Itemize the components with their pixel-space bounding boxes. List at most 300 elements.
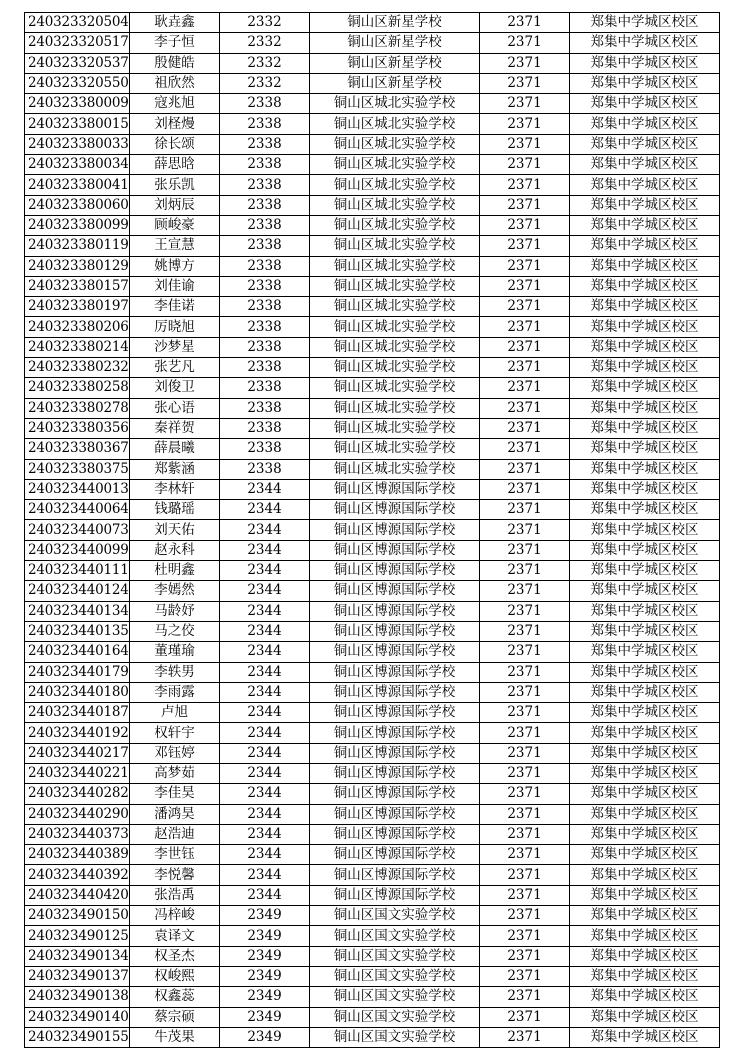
cell-student-name: 李佳诺 [130,297,220,317]
cell-target-school: 郑集中学城区校区 [570,479,720,499]
table-row [25,540,720,560]
cell-exam-id: 240323380375 [25,459,130,479]
cell-target-code: 2371 [480,236,570,256]
cell-target-code: 2371 [480,378,570,398]
table-row [25,682,720,702]
cell-school-name: 铜山区城北实验学校 [310,418,480,438]
cell-target-code: 2371 [480,865,570,885]
cell-exam-id: 240323440164 [25,642,130,662]
table-row [25,621,720,641]
cell-target-code: 2371 [480,155,570,175]
cell-school-code: 2338 [220,398,310,418]
cell-school-name: 铜山区国文实验学校 [310,926,480,946]
cell-student-name: 李雨露 [130,682,220,702]
cell-target-code: 2371 [480,439,570,459]
cell-school-name: 铜山区博源国际学校 [310,824,480,844]
table-row [25,946,720,966]
cell-school-code: 2344 [220,865,310,885]
cell-target-school: 郑集中学城区校区 [570,276,720,296]
cell-exam-id: 240323380278 [25,398,130,418]
cell-target-school: 郑集中学城区校区 [570,155,720,175]
table-body [25,13,720,1048]
cell-school-code: 2349 [220,987,310,1007]
cell-student-name: 厉晓旭 [130,317,220,337]
cell-school-code: 2344 [220,885,310,905]
cell-student-name: 蔡宗硕 [130,1007,220,1027]
cell-school-code: 2349 [220,906,310,926]
cell-student-name: 高梦茹 [130,763,220,783]
cell-school-code: 2338 [220,236,310,256]
cell-student-name: 赵永科 [130,540,220,560]
cell-exam-id: 240323490134 [25,946,130,966]
cell-target-code: 2371 [480,804,570,824]
cell-school-name: 铜山区新星学校 [310,53,480,73]
cell-school-name: 铜山区城北实验学校 [310,256,480,276]
cell-exam-id: 240323380206 [25,317,130,337]
cell-target-school: 郑集中学城区校区 [570,723,720,743]
cell-student-name: 姚博方 [130,256,220,276]
cell-school-code: 2344 [220,479,310,499]
cell-student-name: 祖欣然 [130,73,220,93]
table-row [25,561,720,581]
cell-school-name: 铜山区新星学校 [310,33,480,53]
cell-school-code: 2338 [220,114,310,134]
cell-student-name: 寇兆旭 [130,94,220,114]
cell-school-name: 铜山区城北实验学校 [310,378,480,398]
cell-school-name: 铜山区博源国际学校 [310,621,480,641]
cell-student-name: 李子恒 [130,33,220,53]
cell-school-name: 铜山区博源国际学校 [310,682,480,702]
cell-student-name: 权鑫蕊 [130,987,220,1007]
table-row [25,155,720,175]
cell-target-school: 郑集中学城区校区 [570,33,720,53]
table-row [25,581,720,601]
cell-student-name: 张心语 [130,398,220,418]
cell-school-code: 2344 [220,784,310,804]
cell-target-code: 2371 [480,621,570,641]
cell-school-code: 2349 [220,926,310,946]
table-row [25,53,720,73]
cell-school-name: 铜山区博源国际学校 [310,540,480,560]
cell-school-code: 2338 [220,378,310,398]
cell-school-name: 铜山区博源国际学校 [310,703,480,723]
cell-exam-id: 240323440099 [25,540,130,560]
cell-exam-id: 240323440179 [25,662,130,682]
student-list-table [24,12,720,1048]
table-row [25,906,720,926]
cell-student-name: 张浩禹 [130,885,220,905]
cell-target-school: 郑集中学城区校区 [570,398,720,418]
table-row [25,236,720,256]
cell-target-school: 郑集中学城区校区 [570,459,720,479]
cell-school-name: 铜山区城北实验学校 [310,94,480,114]
cell-target-school: 郑集中学城区校区 [570,53,720,73]
cell-target-school: 郑集中学城区校区 [570,1027,720,1047]
cell-student-name: 刘炳辰 [130,195,220,215]
table-row [25,94,720,114]
cell-exam-id: 240323380060 [25,195,130,215]
cell-student-name: 刘佳谕 [130,276,220,296]
cell-target-code: 2371 [480,317,570,337]
cell-school-code: 2332 [220,13,310,33]
cell-target-code: 2371 [480,1027,570,1047]
cell-target-school: 郑集中学城区校区 [570,1007,720,1027]
table-row [25,642,720,662]
cell-school-name: 铜山区城北实验学校 [310,114,480,134]
table-row [25,317,720,337]
cell-school-name: 铜山区博源国际学校 [310,784,480,804]
cell-target-code: 2371 [480,134,570,154]
cell-target-school: 郑集中学城区校区 [570,378,720,398]
cell-school-code: 2344 [220,621,310,641]
cell-target-code: 2371 [480,195,570,215]
cell-exam-id: 240323440064 [25,500,130,520]
cell-school-name: 铜山区国文实验学校 [310,946,480,966]
cell-target-school: 郑集中学城区校区 [570,987,720,1007]
cell-student-name: 李悦馨 [130,865,220,885]
cell-student-name: 杜明鑫 [130,561,220,581]
cell-target-school: 郑集中学城区校区 [570,256,720,276]
cell-school-name: 铜山区城北实验学校 [310,155,480,175]
cell-exam-id: 240323380034 [25,155,130,175]
cell-student-name: 刘天佑 [130,520,220,540]
cell-school-code: 2349 [220,946,310,966]
cell-school-code: 2344 [220,520,310,540]
cell-school-name: 铜山区城北实验学校 [310,276,480,296]
cell-school-code: 2349 [220,966,310,986]
cell-student-name: 马之佼 [130,621,220,641]
table-row [25,824,720,844]
cell-exam-id: 240323440135 [25,621,130,641]
cell-exam-id: 240323490137 [25,966,130,986]
cell-exam-id: 240323440124 [25,581,130,601]
cell-exam-id: 240323490138 [25,987,130,1007]
cell-target-school: 郑集中学城区校区 [570,297,720,317]
cell-student-name: 卢旭 [130,703,220,723]
cell-exam-id: 240323380258 [25,378,130,398]
cell-target-code: 2371 [480,256,570,276]
cell-target-code: 2371 [480,297,570,317]
cell-school-name: 铜山区国文实验学校 [310,906,480,926]
table-row [25,763,720,783]
table-row [25,33,720,53]
cell-school-code: 2344 [220,500,310,520]
cell-target-school: 郑集中学城区校区 [570,581,720,601]
cell-school-name: 铜山区城北实验学校 [310,175,480,195]
cell-school-name: 铜山区国文实验学校 [310,966,480,986]
cell-school-name: 铜山区博源国际学校 [310,662,480,682]
cell-school-code: 2344 [220,581,310,601]
cell-exam-id: 240323320537 [25,53,130,73]
cell-target-school: 郑集中学城区校区 [570,73,720,93]
cell-target-school: 郑集中学城区校区 [570,906,720,926]
cell-target-code: 2371 [480,723,570,743]
cell-exam-id: 240323380129 [25,256,130,276]
cell-student-name: 薛晨曦 [130,439,220,459]
cell-school-name: 铜山区城北实验学校 [310,134,480,154]
table-row [25,73,720,93]
table-row [25,459,720,479]
cell-school-code: 2338 [220,459,310,479]
cell-target-school: 郑集中学城区校区 [570,358,720,378]
cell-exam-id: 240323380157 [25,276,130,296]
table-row [25,845,720,865]
table-row [25,418,720,438]
cell-school-code: 2344 [220,763,310,783]
cell-target-code: 2371 [480,53,570,73]
cell-school-code: 2338 [220,215,310,235]
cell-exam-id: 240323380009 [25,94,130,114]
table-row [25,966,720,986]
cell-target-school: 郑集中学城区校区 [570,94,720,114]
cell-target-school: 郑集中学城区校区 [570,642,720,662]
cell-exam-id: 240323380232 [25,358,130,378]
table-row [25,276,720,296]
cell-exam-id: 240323440373 [25,824,130,844]
cell-target-code: 2371 [480,1007,570,1027]
cell-exam-id: 240323490150 [25,906,130,926]
cell-target-code: 2371 [480,966,570,986]
cell-school-code: 2338 [220,276,310,296]
cell-target-code: 2371 [480,763,570,783]
cell-school-name: 铜山区国文实验学校 [310,987,480,1007]
cell-target-code: 2371 [480,581,570,601]
cell-school-name: 铜山区城北实验学校 [310,215,480,235]
cell-exam-id: 240323440013 [25,479,130,499]
cell-target-school: 郑集中学城区校区 [570,743,720,763]
cell-student-name: 王宣慧 [130,236,220,256]
cell-school-name: 铜山区城北实验学校 [310,337,480,357]
cell-school-code: 2332 [220,33,310,53]
cell-student-name: 徐长颂 [130,134,220,154]
cell-target-school: 郑集中学城区校区 [570,845,720,865]
cell-exam-id: 240323440420 [25,885,130,905]
cell-target-school: 郑集中学城区校区 [570,114,720,134]
table-row [25,662,720,682]
cell-exam-id: 240323490125 [25,926,130,946]
cell-school-code: 2344 [220,723,310,743]
cell-school-name: 铜山区城北实验学校 [310,297,480,317]
cell-target-code: 2371 [480,540,570,560]
table-row [25,1027,720,1047]
cell-student-name: 张艺凡 [130,358,220,378]
cell-exam-id: 240323380041 [25,175,130,195]
cell-school-name: 铜山区博源国际学校 [310,804,480,824]
cell-target-school: 郑集中学城区校区 [570,703,720,723]
table-row [25,195,720,215]
cell-target-school: 郑集中学城区校区 [570,215,720,235]
cell-student-name: 沙梦星 [130,337,220,357]
cell-exam-id: 240323440221 [25,763,130,783]
cell-student-name: 权轩宇 [130,723,220,743]
cell-school-name: 铜山区博源国际学校 [310,500,480,520]
table-row [25,500,720,520]
cell-exam-id: 240323380033 [25,134,130,154]
cell-student-name: 牛茂果 [130,1027,220,1047]
table-row [25,723,720,743]
cell-student-name: 潘鸿昊 [130,804,220,824]
cell-school-code: 2338 [220,439,310,459]
cell-school-name: 铜山区博源国际学校 [310,520,480,540]
cell-school-name: 铜山区新星学校 [310,73,480,93]
cell-school-code: 2332 [220,73,310,93]
cell-target-code: 2371 [480,642,570,662]
cell-student-name: 李嫣然 [130,581,220,601]
cell-target-school: 郑集中学城区校区 [570,621,720,641]
cell-target-school: 郑集中学城区校区 [570,682,720,702]
cell-target-school: 郑集中学城区校区 [570,520,720,540]
cell-school-code: 2349 [220,1027,310,1047]
cell-school-code: 2344 [220,845,310,865]
cell-school-code: 2332 [220,53,310,73]
table-row [25,13,720,33]
cell-student-name: 刘柽熳 [130,114,220,134]
cell-school-code: 2338 [220,134,310,154]
cell-target-code: 2371 [480,601,570,621]
table-row [25,297,720,317]
table-row [25,175,720,195]
cell-student-name: 顾峻豪 [130,215,220,235]
cell-school-name: 铜山区博源国际学校 [310,743,480,763]
cell-exam-id: 240323380367 [25,439,130,459]
table-row [25,398,720,418]
cell-target-school: 郑集中学城区校区 [570,540,720,560]
cell-school-code: 2344 [220,601,310,621]
cell-student-name: 李佳昊 [130,784,220,804]
cell-student-name: 权圣杰 [130,946,220,966]
cell-target-code: 2371 [480,358,570,378]
cell-school-name: 铜山区城北实验学校 [310,358,480,378]
cell-exam-id: 240323440290 [25,804,130,824]
cell-student-name: 李世钰 [130,845,220,865]
cell-school-name: 铜山区城北实验学校 [310,317,480,337]
cell-target-school: 郑集中学城区校区 [570,439,720,459]
cell-target-code: 2371 [480,13,570,33]
cell-exam-id: 240323440192 [25,723,130,743]
cell-student-name: 殷健皓 [130,53,220,73]
table-row [25,885,720,905]
cell-student-name: 赵浩迪 [130,824,220,844]
cell-student-name: 袁译文 [130,926,220,946]
cell-target-code: 2371 [480,682,570,702]
cell-target-code: 2371 [480,520,570,540]
table-row [25,520,720,540]
cell-student-name: 张乐凯 [130,175,220,195]
cell-school-code: 2349 [220,1007,310,1027]
cell-target-school: 郑集中学城区校区 [570,601,720,621]
table-row [25,256,720,276]
cell-target-code: 2371 [480,94,570,114]
cell-target-code: 2371 [480,479,570,499]
cell-student-name: 权峻熙 [130,966,220,986]
cell-target-code: 2371 [480,662,570,682]
cell-school-code: 2338 [220,195,310,215]
cell-school-code: 2344 [220,642,310,662]
cell-target-school: 郑集中学城区校区 [570,804,720,824]
table-row [25,114,720,134]
cell-school-name: 铜山区博源国际学校 [310,601,480,621]
cell-school-name: 铜山区博源国际学校 [310,581,480,601]
cell-target-school: 郑集中学城区校区 [570,175,720,195]
cell-student-name: 秦祥贺 [130,418,220,438]
cell-school-name: 铜山区博源国际学校 [310,723,480,743]
cell-target-school: 郑集中学城区校区 [570,13,720,33]
table-row [25,804,720,824]
table-row [25,378,720,398]
cell-student-name: 薛思晗 [130,155,220,175]
cell-school-code: 2338 [220,155,310,175]
cell-target-school: 郑集中学城区校区 [570,926,720,946]
table-row [25,703,720,723]
cell-target-code: 2371 [480,73,570,93]
table-row [25,865,720,885]
cell-school-name: 铜山区新星学校 [310,13,480,33]
table-row [25,987,720,1007]
cell-student-name: 李林轩 [130,479,220,499]
cell-school-code: 2344 [220,682,310,702]
cell-school-code: 2344 [220,743,310,763]
table-row [25,358,720,378]
cell-school-name: 铜山区国文实验学校 [310,1027,480,1047]
cell-target-school: 郑集中学城区校区 [570,500,720,520]
cell-school-name: 铜山区城北实验学校 [310,398,480,418]
cell-school-name: 铜山区博源国际学校 [310,642,480,662]
cell-target-code: 2371 [480,946,570,966]
table-row [25,439,720,459]
cell-exam-id: 240323380356 [25,418,130,438]
cell-school-name: 铜山区城北实验学校 [310,236,480,256]
cell-target-school: 郑集中学城区校区 [570,865,720,885]
cell-school-code: 2344 [220,662,310,682]
cell-target-code: 2371 [480,175,570,195]
table-row [25,601,720,621]
cell-target-code: 2371 [480,784,570,804]
cell-target-school: 郑集中学城区校区 [570,337,720,357]
cell-target-code: 2371 [480,215,570,235]
cell-school-name: 铜山区博源国际学校 [310,845,480,865]
cell-exam-id: 240323380214 [25,337,130,357]
cell-student-name: 刘俊卫 [130,378,220,398]
cell-school-name: 铜山区博源国际学校 [310,763,480,783]
table-row [25,1007,720,1027]
cell-target-code: 2371 [480,114,570,134]
cell-exam-id: 240323440389 [25,845,130,865]
cell-school-code: 2344 [220,561,310,581]
cell-target-code: 2371 [480,500,570,520]
table-row [25,479,720,499]
cell-school-code: 2344 [220,824,310,844]
cell-school-name: 铜山区城北实验学校 [310,439,480,459]
table-row [25,134,720,154]
cell-target-code: 2371 [480,885,570,905]
cell-school-name: 铜山区博源国际学校 [310,561,480,581]
cell-exam-id: 240323380119 [25,236,130,256]
cell-exam-id: 240323440073 [25,520,130,540]
cell-target-school: 郑集中学城区校区 [570,824,720,844]
cell-target-school: 郑集中学城区校区 [570,784,720,804]
cell-exam-id: 240323320550 [25,73,130,93]
cell-exam-id: 240323440392 [25,865,130,885]
cell-student-name: 董瑾瑜 [130,642,220,662]
cell-target-school: 郑集中学城区校区 [570,418,720,438]
cell-target-school: 郑集中学城区校区 [570,134,720,154]
cell-target-code: 2371 [480,33,570,53]
cell-target-school: 郑集中学城区校区 [570,885,720,905]
cell-exam-id: 240323440111 [25,561,130,581]
cell-exam-id: 240323320517 [25,33,130,53]
cell-target-code: 2371 [480,276,570,296]
cell-school-name: 铜山区博源国际学校 [310,479,480,499]
